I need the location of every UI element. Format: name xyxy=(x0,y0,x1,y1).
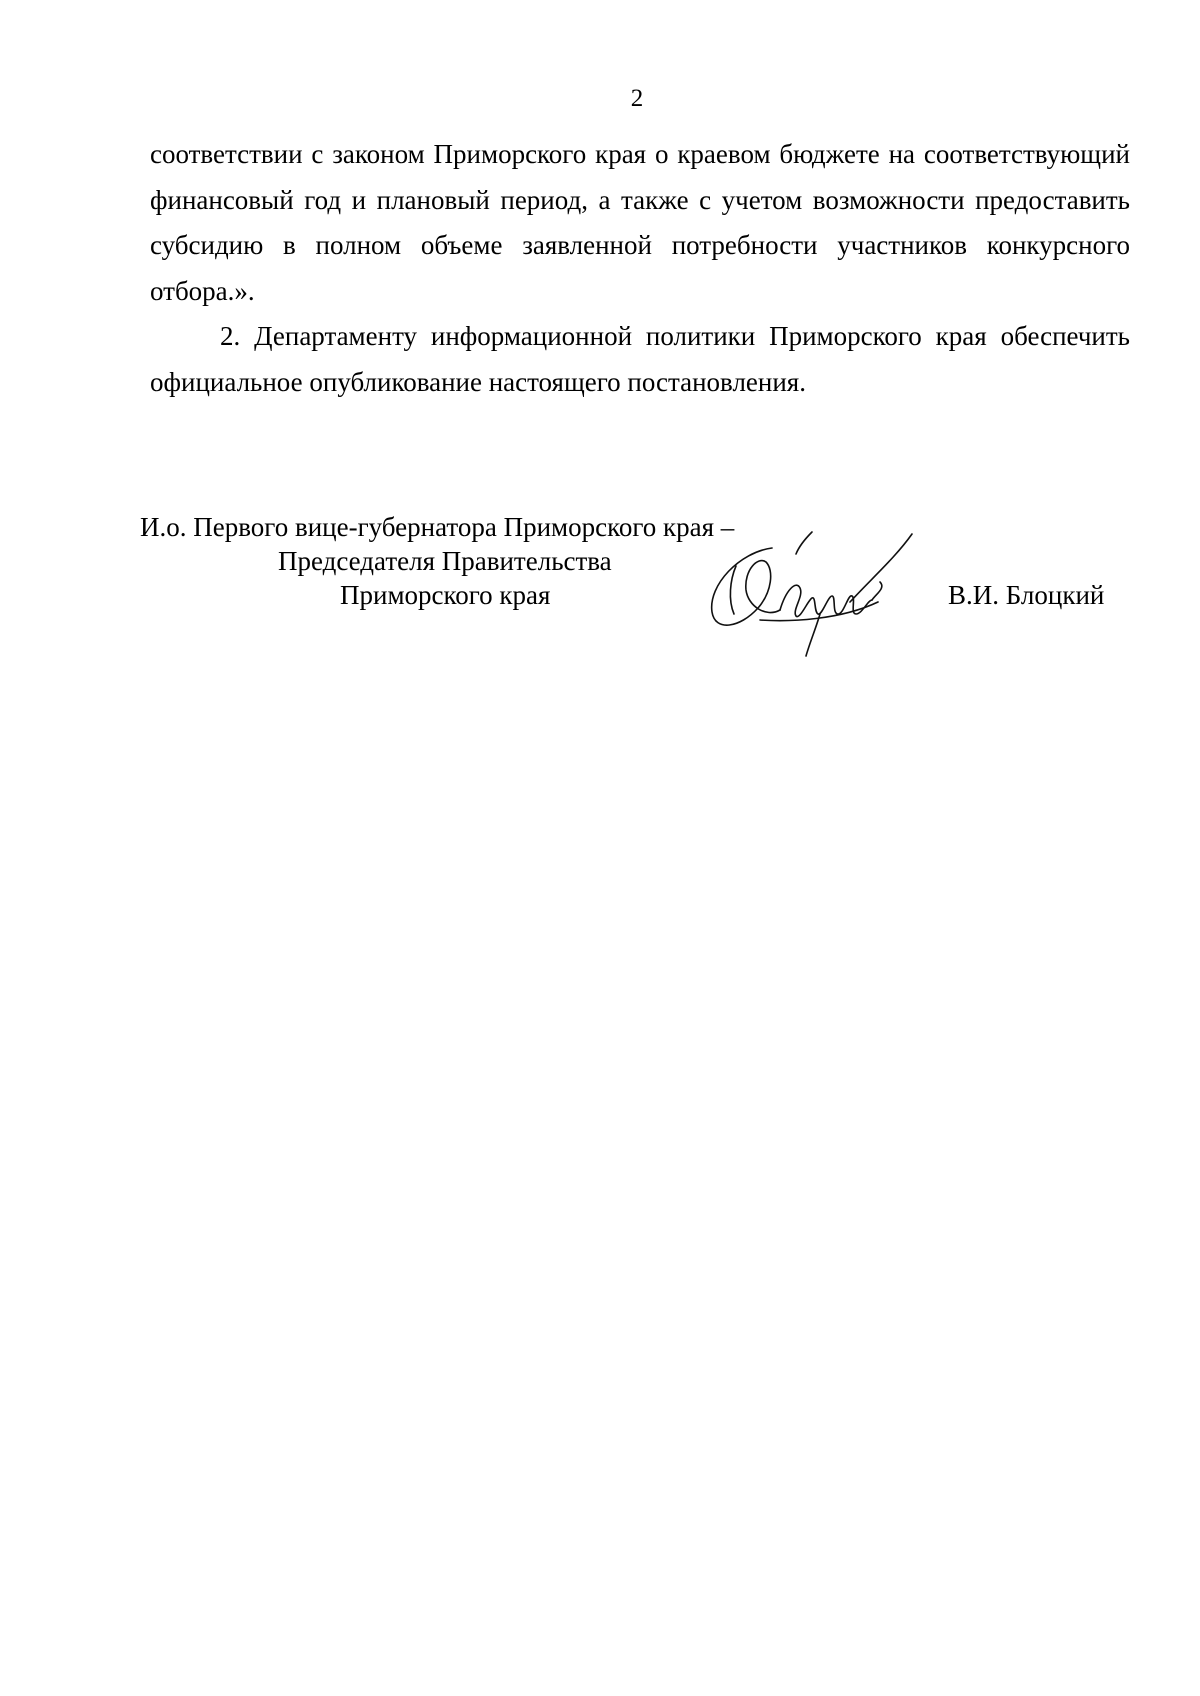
handwritten-signature-icon xyxy=(700,530,940,660)
document-body xyxy=(150,132,1130,405)
paragraph-publication-order: 2. Департаменту информационной политики Приморского края обеспечить официальное опубликование настоящего постановления. xyxy=(150,321,1130,397)
page-number: 2 xyxy=(630,85,644,112)
paragraph-continuation: соответствии с законом Приморского края о краевом бюджете на соответствующий финансовый год и плановый период, а также с учетом возможности предоставить субсидию в полном объеме заявленной потребности участников конкурсного отбора.». xyxy=(150,139,1130,306)
signer-name: В.И. Блоцкий xyxy=(948,580,1105,610)
signer-title-line-3: Приморского края xyxy=(340,580,551,610)
signature-block xyxy=(140,510,1140,660)
signer-title-line-1: И.о. Первого вице-губернатора Приморского края – xyxy=(140,512,735,542)
signer-title-line-2: Председателя Правительства xyxy=(278,546,612,576)
